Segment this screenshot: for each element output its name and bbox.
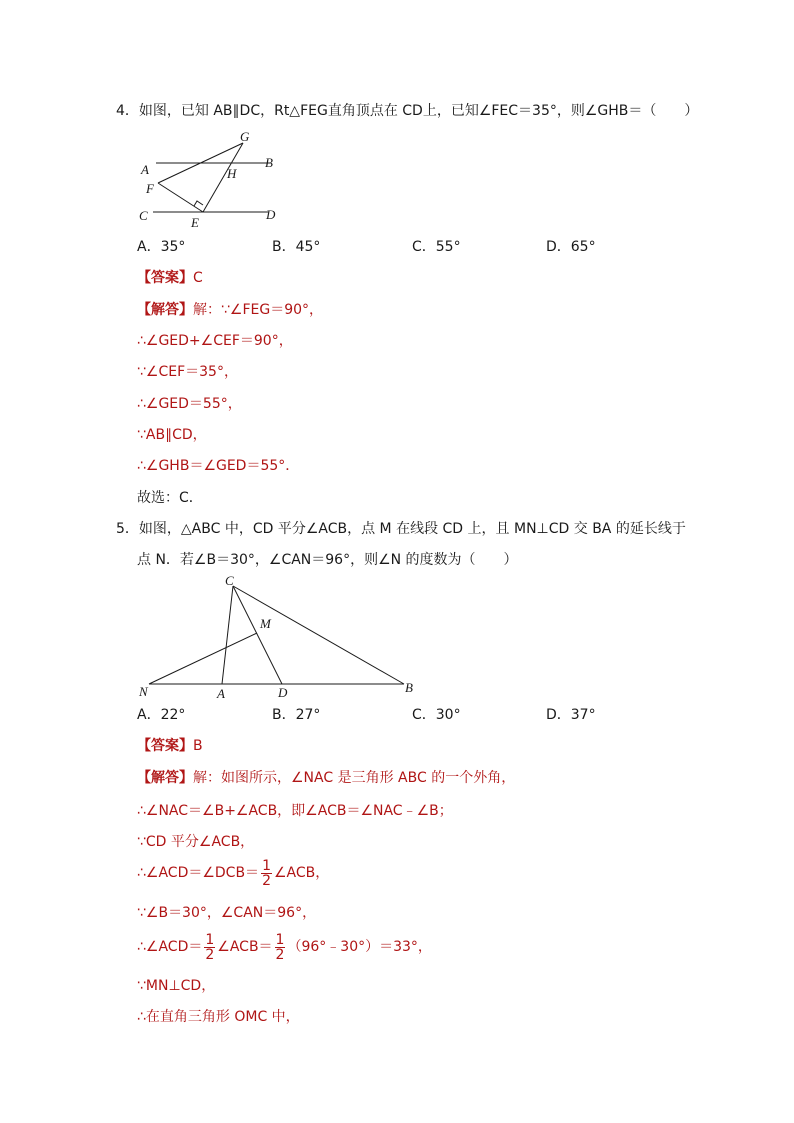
svg-text:A: A [141, 162, 149, 177]
right-angle-mark [194, 201, 203, 206]
q5-option-d: D．37° [546, 707, 596, 723]
svg-text:A: A [217, 686, 225, 701]
solution-tag: 【解答】 [137, 770, 193, 786]
q4-option-d: D．65° [546, 239, 596, 255]
svg-text:D: D [278, 685, 288, 700]
svg-text:F: F [146, 181, 154, 196]
segment-ge [203, 143, 243, 212]
q4-option-b: B．45° [272, 239, 321, 255]
solution-text: 解：如图所示，∠NAC 是三角形 ABC 的一个外角， [193, 770, 516, 786]
svg-text:G: G [240, 129, 250, 144]
q5-solution-line-4 [137, 856, 329, 890]
svg-text:E: E [191, 215, 199, 230]
expr-part: ∴∠ACD＝ [137, 939, 203, 955]
segment-ca [222, 586, 233, 684]
segment-nm [149, 633, 257, 684]
answer-tag: 【答案】 [137, 738, 193, 754]
segment-fe [158, 183, 203, 212]
expr-part: ∴∠ACD＝∠DCB＝ [137, 865, 260, 881]
solution-text: 解：∵∠FEG＝90°， [193, 302, 324, 318]
q4-stem: 4．如图，已知 AB∥DC，Rt△FEG直角顶点在 CD上，已知∠FEC＝35°，则∠GHB＝（ ） [116, 103, 699, 119]
answer-value: B [193, 738, 203, 754]
q5-solution-line-5: ∵∠B＝30°，∠CAN＝96°， [137, 905, 317, 921]
svg-text:M: M [260, 616, 271, 631]
fraction-half: $\frac{1}{2}$ [205, 931, 215, 963]
q4-answer [137, 268, 203, 288]
q4-solution-line-2: ∴∠GED+∠CEF＝90°， [137, 333, 293, 349]
segment-cd [233, 586, 282, 684]
q4-solution-line-1 [137, 300, 323, 320]
q5-option-c: C．30° [412, 707, 461, 723]
q5-solution-line-7: ∵MN⊥CD， [137, 978, 216, 994]
q4-option-a: A．35° [137, 239, 186, 255]
fraction-half: $\frac{1}{2}$ [262, 857, 271, 889]
q4-option-c: C．55° [412, 239, 461, 255]
svg-text:C: C [225, 573, 234, 588]
q5-solution-line-3: ∵CD 平分∠ACB， [137, 834, 255, 850]
q5-figure [132, 570, 422, 705]
expr-part: ∠ACB＝ [217, 939, 273, 955]
q5-option-a: A．22° [137, 707, 186, 723]
svg-text:B: B [405, 680, 413, 695]
q5-stem-line-1: 5．如图，△ABC 中，CD 平分∠ACB，点 M 在线段 CD 上，且 MN⊥CD 交 BA 的延长线于 [116, 521, 686, 537]
answer-value: C [193, 270, 203, 286]
q5-solution-line-6 [137, 930, 432, 964]
q4-conclusion: 故选：C． [137, 490, 203, 506]
svg-text:H: H [227, 166, 237, 181]
answer-tag: 【答案】 [137, 270, 193, 286]
svg-text:N: N [139, 684, 148, 699]
segment-cb [233, 586, 404, 684]
q4-figure [130, 128, 290, 232]
q4-solution-line-3: ∵∠CEF＝35°， [137, 364, 238, 380]
q5-solution-line-1 [137, 768, 515, 788]
svg-text:B: B [265, 155, 273, 170]
svg-text:C: C [139, 208, 148, 223]
q5-solution-line-2: ∴∠NAC＝∠B+∠ACB，即∠ACB＝∠NAC﹣∠B； [137, 803, 453, 819]
expr-part: （96°﹣30°）＝33°， [287, 939, 432, 955]
q5-stem-line-2: 点 N．若∠B＝30°，∠CAN＝96°，则∠N 的度数为（ ） [137, 552, 518, 568]
q4-solution-line-5: ∵AB∥CD， [137, 427, 207, 443]
svg-text:D: D [266, 207, 276, 222]
expr-part: ∠ACB， [273, 865, 330, 881]
q5-answer [137, 736, 203, 756]
q5-option-b: B．27° [272, 707, 321, 723]
q4-solution-line-4: ∴∠GED＝55°， [137, 396, 242, 412]
fraction-half: $\frac{1}{2}$ [275, 931, 285, 963]
q5-solution-line-8: ∴在直角三角形 OMC 中， [137, 1009, 300, 1025]
solution-tag: 【解答】 [137, 302, 193, 318]
q4-solution-line-6: ∴∠GHB＝∠GED＝55°． [137, 458, 300, 474]
